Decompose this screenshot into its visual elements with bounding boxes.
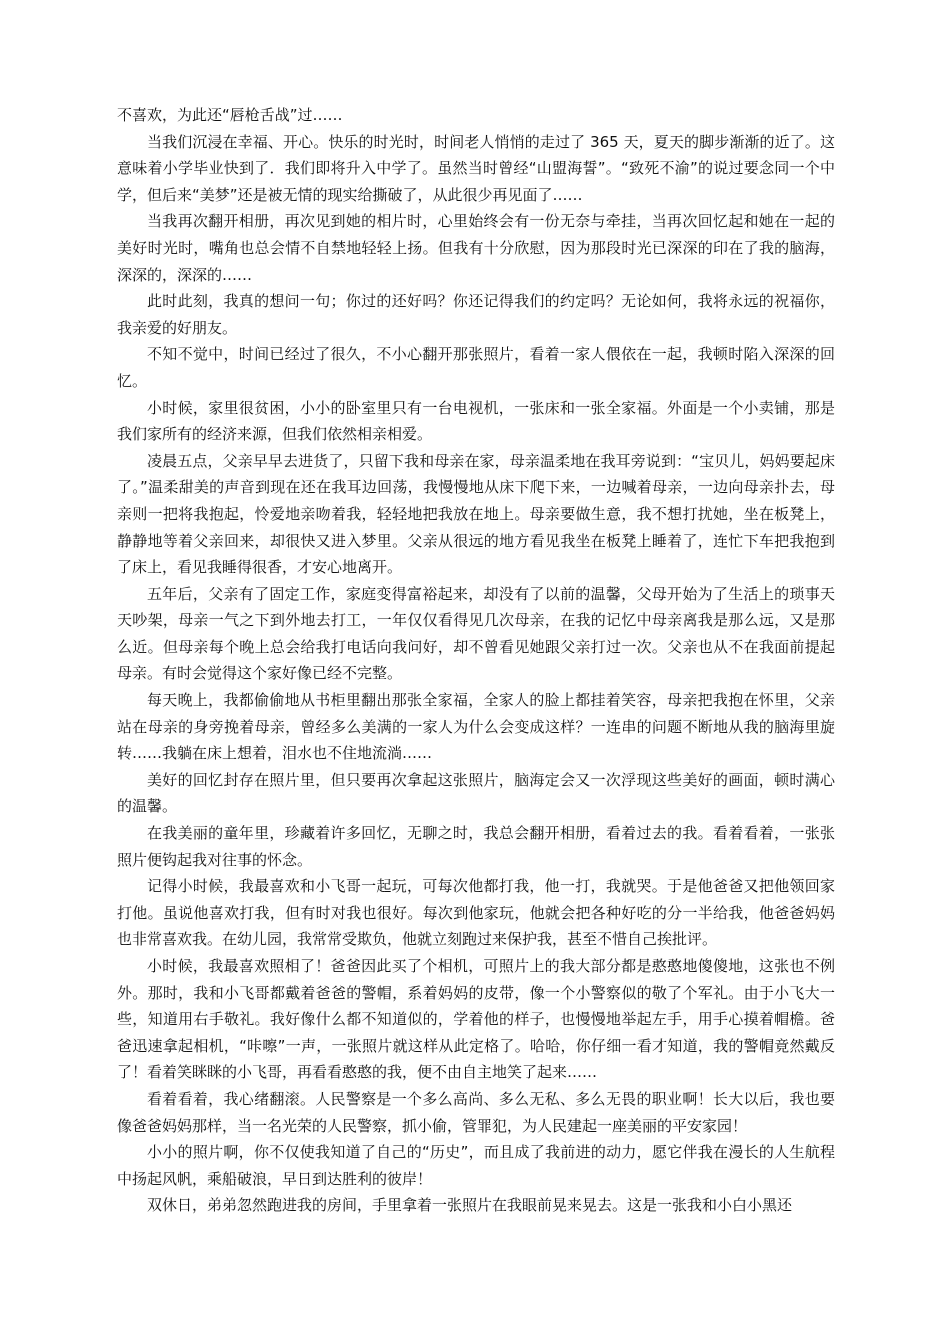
paragraph-4: 此时此刻，我真的想问一句；你过的还好吗？你还记得我们的约定吗？无论如何，我将永远的祝福你，我亲爱的好朋友。: [117, 292, 835, 337]
paragraph-2: 当我们沉浸在幸福、开心。快乐的时光时，时间老人悄悄的走过了 365 天，夏天的脚步渐渐的近了。这意味着小学毕业快到了．我们即将升入中学了。虽然当时曾经“山盟海誓”。“致死不渝”的说过要念同一个中学，但后来“美梦”还是被无情的现实给撕破了，从此很少再见面了……: [117, 132, 835, 204]
paragraph-14: 看着看着，我心绪翻滚。人民警察是一个多么高尚、多么无私、多么无畏的职业啊！长大以后，我也要像爸爸妈妈那样，当一名光荣的人民警察，抓小偷，管罪犯，为人民建起一座美丽的平安家园！: [117, 1089, 835, 1135]
paragraph-10: 美好的回忆封存在照片里，但只要再次拿起这张照片，脑海定会又一次浮现这些美好的画面，顿时满心的温馨。: [117, 770, 835, 816]
paragraph-6: 小时候，家里很贫困，小小的卧室里只有一台电视机，一张床和一张全家福。外面是一个小卖铺，那是我们家所有的经济来源，但我们依然相亲相爱。: [117, 398, 835, 444]
paragraph-12: 记得小时候，我最喜欢和小飞哥一起玩，可每次他都打我，他一打，我就哭。于是他爸爸又把他领回家打他。虽说他喜欢打我，但有时对我也很好。每次到他家玩，他就会把各种好吃的分一半给我，他爸爸妈妈也非常喜欢我。在幼儿园，我常常受欺负，他就立刻跑过来保护我，甚至不惜自己挨批评。: [117, 877, 835, 949]
paragraph-1: 不喜欢，为此还“唇枪舌战”过……: [117, 106, 343, 124]
paragraph-7: 凌晨五点，父亲早早去进货了，只留下我和母亲在家，母亲温柔地在我耳旁说到：“宝贝儿，妈妈要起床了。”温柔甜美的声音到现在还在我耳边回荡，我慢慢地从床下爬下来，一边喊着母亲，一边向母亲扑去，母亲则一把将我抱起，怜爱地亲吻着我，轻轻地把我放在地上。母亲要做生意，我不想打扰她，坐在板凳上，静静地等着父亲回来，却很快又进入梦里。父亲从很远的地方看见我坐在板凳上睡着了，连忙下车把我抱到了床上，看见我睡得很香，才安心地离开。: [117, 451, 835, 577]
paragraph-16: 双休日，弟弟忽然跑进我的房间，手里拿着一张照片在我眼前晃来晃去。这是一张我和小白小黑还: [147, 1196, 793, 1215]
document-body: [117, 102, 835, 1219]
paragraph-5: 不知不觉中，时间已经过了很久，不小心翻开那张照片，看着一家人偎依在一起，我顿时陷入深深的回忆。: [117, 345, 835, 390]
paragraph-3: 当我再次翻开相册，再次见到她的相片时，心里始终会有一份无奈与牵挂，当再次回忆起和她在一起的美好时光时，嘴角也总会情不自禁地轻轻上扬。但我有十分欣慰，因为那段时光已深深的印在了我的脑海，深深的，深深的……: [117, 212, 835, 284]
paragraph-8: 五年后，父亲有了固定工作，家庭变得富裕起来，却没有了以前的温馨，父母开始为了生活上的琐事天天吵架，母亲一气之下到外地去打工，一年仅仅看得见几次母亲，在我的记忆中母亲离我是那么远，又是那么近。但母亲每个晚上总会给我打电话向我问好，却不曾看见她跟父亲打过一次。父亲也从不在我面前提起母亲。有时会觉得这个家好像已经不完整。: [117, 584, 835, 683]
paragraph-15: 小小的照片啊，你不仅使我知道了自己的“历史”，而且成了我前进的动力，愿它伴我在漫长的人生航程中扬起风帆，乘船破浪，早日到达胜利的彼岸！: [117, 1143, 835, 1188]
paragraph-13: 小时候，我最喜欢照相了！爸爸因此买了个相机，可照片上的我大部分都是憨憨地傻傻地，这张也不例外。那时，我和小飞哥都戴着爸爸的警帽，系着妈妈的皮带，像一个小警察似的敬了个军礼。由于小飞大一些，知道用右手敬礼。我好像什么都不知道似的，学着他的样子，也慢慢地举起左手，用手心摸着帽檐。爸爸迅速拿起相机，“咔嚓”一声，一张照片就这样从此定格了。哈哈，你仔细一看才知道，我的警帽竟然戴反了！看着笑眯眯的小飞哥，再看看憨憨的我，便不由自主地笑了起来……: [117, 957, 835, 1082]
paragraph-9: 每天晚上，我都偷偷地从书柜里翻出那张全家福，全家人的脸上都挂着笑容，母亲把我抱在怀里，父亲站在母亲的身旁挽着母亲，曾经多么美满的一家人为什么会变成这样？一连串的问题不断地从我的脑海里旋转……我躺在床上想着，泪水也不住地流淌……: [117, 691, 835, 763]
paragraph-11: 在我美丽的童年里，珍藏着许多回忆，无聊之时，我总会翻开相册，看着过去的我。看着看着，一张张照片便钩起我对往事的怀念。: [117, 824, 835, 869]
